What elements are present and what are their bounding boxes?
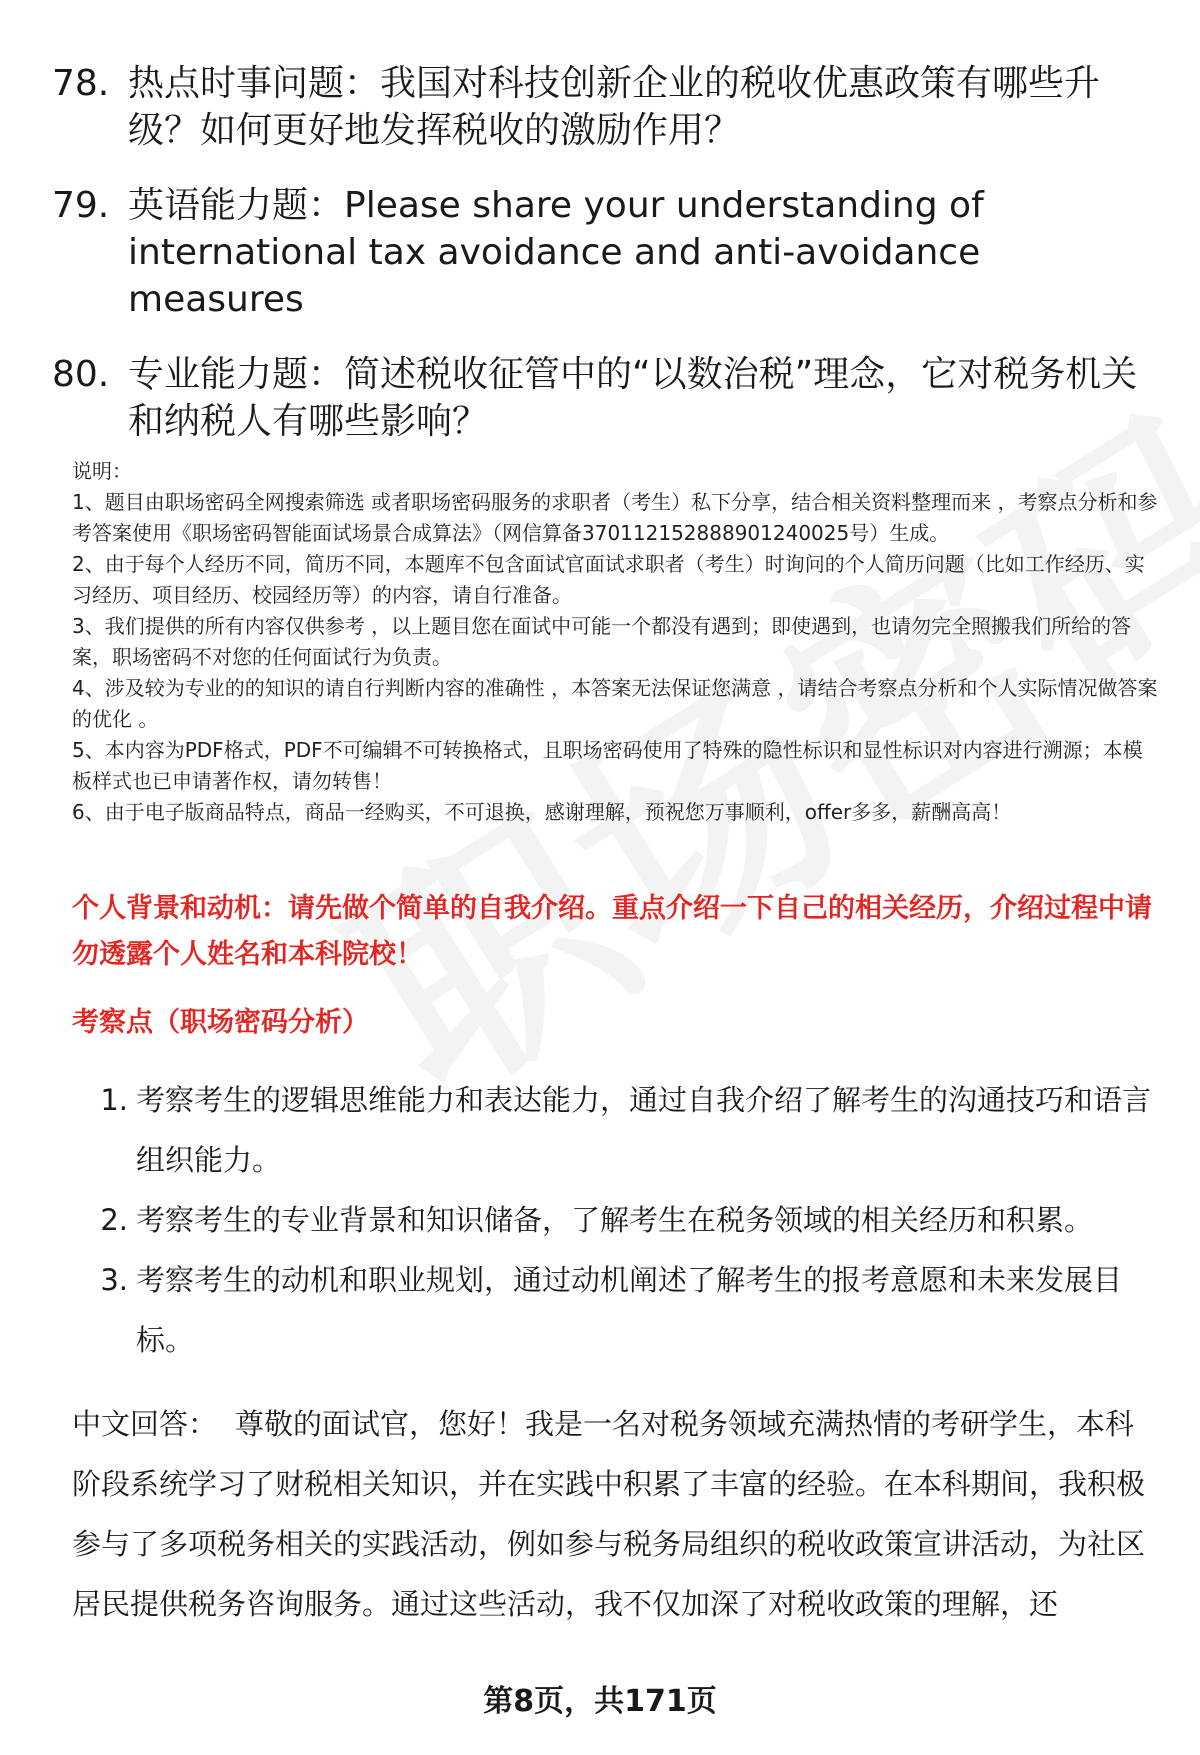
analysis-point [72, 1190, 1162, 1250]
answer-label: 中文回答： [72, 1407, 218, 1441]
page-footer: 第8页，共171页 [483, 1684, 717, 1719]
section-title: 考察点（职场密码分析） [72, 1007, 369, 1038]
question-list [52, 60, 1162, 473]
analysis-point [72, 1250, 1162, 1370]
question-number: 80. [52, 354, 110, 395]
point-number: 2. [100, 1203, 128, 1237]
point-number: 3. [100, 1263, 128, 1297]
question-text: 英语能力题：Please share your understanding of international tax avoidance and anti-avoidance measures [128, 185, 984, 320]
question-number: 79. [52, 185, 110, 226]
note-item: 5、本内容为PDF格式，PDF不可编辑不可转换格式，且职场密码使用了特殊的隐性标识和显性标识对内容进行溯源；本模板样式也已申请著作权，请勿转售！ [72, 738, 1143, 793]
point-text: 考察考生的逻辑思维能力和表达能力，通过自我介绍了解考生的沟通技巧和语言组织能力。 [136, 1083, 1152, 1177]
note-item: 3、我们提供的所有内容仅供参考 ，以上题目您在面试中可能一个都没有遇到；即使遇到，也请勿完全照搬我们所给的答案，职场密码不对您的任何面试行为负责。 [72, 614, 1132, 669]
question-text: 专业能力题：简述税收征管中的“以数治税”理念，它对税务机关和纳税人有哪些影响？ [128, 354, 1138, 442]
analysis-point [72, 1070, 1162, 1190]
question-item [52, 351, 1162, 445]
question-text: 热点时事问题：我国对科技创新企业的税收优惠政策有哪些升级？如何更好地发挥税收的激励作用？ [128, 63, 1101, 151]
question-item [52, 60, 1162, 154]
question-item [52, 182, 1162, 323]
question-number: 78. [52, 63, 110, 104]
point-text: 考察考生的动机和职业规划，通过动机阐述了解考生的报考意愿和未来发展目标。 [136, 1263, 1123, 1357]
note-item: 2、由于每个人经历不同，简历不同，本题库不包含面试官面试求职者（考生）时询问的个人简历问题（比如工作经历、实习经历、项目经历、校园经历等）的内容，请自行准备。 [72, 552, 1145, 607]
analysis-points [72, 1070, 1162, 1370]
note-item: 1、题目由职场密码全网搜索筛选 或者职场密码服务的求职者（考生）私下分享，结合相关资料整理而来 ，考察点分析和参考答案使用《职场密码智能面试场景合成算法》（网信算备370112152888901240025号）生成。 [72, 490, 1158, 545]
note-item: 6、由于电子版商品特点，商品一经购买，不可退换，感谢理解，预祝您万事顺利，offer多多，薪酬高高！ [72, 800, 1012, 824]
point-text: 考察考生的专业背景和知识储备，了解考生在税务领域的相关经历和积累。 [136, 1203, 1094, 1237]
point-number: 1. [100, 1083, 128, 1117]
notes-heading: 说明： [72, 459, 132, 483]
notes-section [72, 456, 1162, 828]
question-highlight: 个人背景和动机：请先做个简单的自我介绍。重点介绍一下自己的相关经历，介绍过程中请勿透露个人姓名和本科院校！ [72, 893, 1152, 970]
answer-text: 尊敬的面试官，您好！我是一名对税务领域充满热情的考研学生，本科阶段系统学习了财税相关知识，并在实践中积累了丰富的经验。在本科期间，我积极参与了多项税务相关的实践活动，例如参与税务局组织的税收政策宣讲活动，为社区居民提供税务咨询服务。通过这些活动，我不仅加深了对税收政策的理解，还 [72, 1407, 1146, 1621]
note-item: 4、涉及较为专业的的知识的请自行判断内容的准确性 ，本答案无法保证您满意 ，请结合考察点分析和个人实际情况做答案的优化 。 [72, 676, 1158, 731]
answer-paragraph [72, 1394, 1162, 1634]
